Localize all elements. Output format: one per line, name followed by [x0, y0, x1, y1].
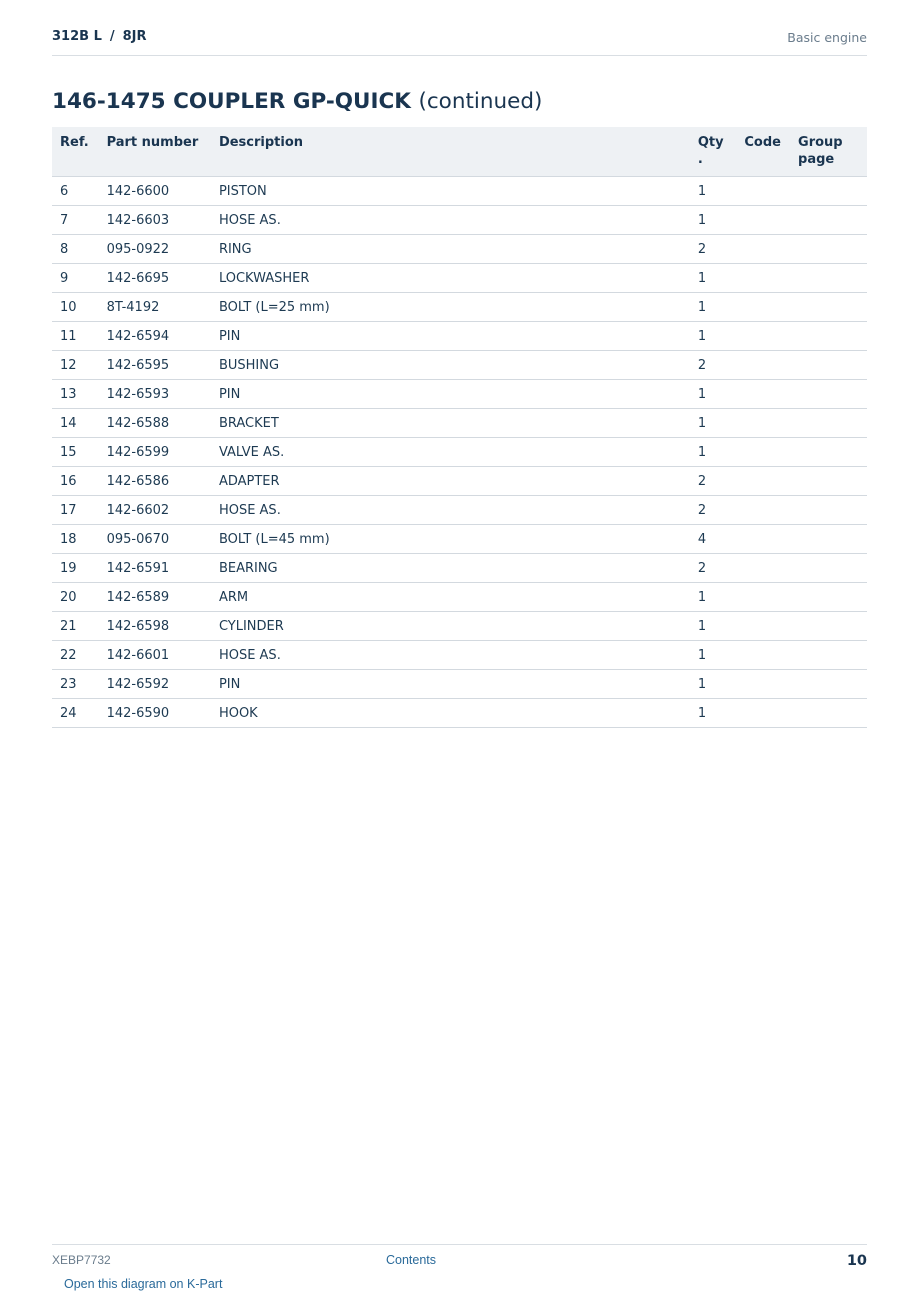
- group-page-cell: [790, 206, 867, 235]
- ref-cell: 15: [52, 438, 99, 467]
- page-title: [52, 89, 542, 114]
- table-row: [52, 206, 867, 235]
- code-cell: [736, 612, 790, 641]
- code-cell: [736, 322, 790, 351]
- code-cell: [736, 583, 790, 612]
- code-cell: [736, 467, 790, 496]
- part-number-cell: 095-0922: [99, 235, 211, 264]
- ref-cell: 14: [52, 409, 99, 438]
- group-page-cell: [790, 525, 867, 554]
- code-cell: [736, 264, 790, 293]
- table-row: [52, 293, 867, 322]
- code-cell: [736, 177, 790, 206]
- qty-cell: 1: [690, 699, 737, 728]
- table-row: [52, 699, 867, 728]
- part-number-cell: 142-6595: [99, 351, 211, 380]
- description-cell: HOSE AS.: [211, 641, 690, 670]
- table-row: [52, 525, 867, 554]
- serial-prefix: 8JR: [122, 29, 147, 44]
- code-cell: [736, 409, 790, 438]
- ref-cell: 9: [52, 264, 99, 293]
- ref-cell: 23: [52, 670, 99, 699]
- ref-cell: 21: [52, 612, 99, 641]
- qty-cell: 2: [690, 235, 737, 264]
- description-cell: BRACKET: [211, 409, 690, 438]
- description-cell: BOLT (L=45 mm): [211, 525, 690, 554]
- col-code: Code: [736, 127, 790, 177]
- code-cell: [736, 351, 790, 380]
- ref-cell: 24: [52, 699, 99, 728]
- code-cell: [736, 525, 790, 554]
- qty-cell: 1: [690, 264, 737, 293]
- part-number-cell: 095-0670: [99, 525, 211, 554]
- table-row: [52, 235, 867, 264]
- table-row: [52, 467, 867, 496]
- group-page-cell: [790, 409, 867, 438]
- group-page-cell: [790, 612, 867, 641]
- table-row: [52, 641, 867, 670]
- code-cell: [736, 235, 790, 264]
- description-cell: BOLT (L=25 mm): [211, 293, 690, 322]
- qty-cell: 1: [690, 409, 737, 438]
- header-row: [52, 127, 867, 177]
- part-number-cell: 142-6591: [99, 554, 211, 583]
- part-number-cell: 142-6601: [99, 641, 211, 670]
- table-row: [52, 380, 867, 409]
- code-cell: [736, 380, 790, 409]
- qty-cell: 2: [690, 496, 737, 525]
- group-page-cell: [790, 641, 867, 670]
- qty-cell: 1: [690, 612, 737, 641]
- part-number-cell: 142-6600: [99, 177, 211, 206]
- qty-cell: 1: [690, 380, 737, 409]
- page-footer: [52, 1244, 867, 1275]
- table-row: [52, 177, 867, 206]
- qty-cell: 2: [690, 554, 737, 583]
- ref-cell: 19: [52, 554, 99, 583]
- description-cell: LOCKWASHER: [211, 264, 690, 293]
- col-group-page: Group page: [790, 127, 867, 177]
- table-row: [52, 264, 867, 293]
- description-cell: PIN: [211, 380, 690, 409]
- group-page-cell: [790, 496, 867, 525]
- model-separator: /: [109, 29, 115, 44]
- col-qty: [690, 127, 737, 177]
- table-row: [52, 554, 867, 583]
- group-page-cell: [790, 467, 867, 496]
- description-cell: ARM: [211, 583, 690, 612]
- part-number-cell: 142-6598: [99, 612, 211, 641]
- qty-cell: 1: [690, 293, 737, 322]
- qty-cell: 2: [690, 351, 737, 380]
- description-cell: ADAPTER: [211, 467, 690, 496]
- group-page-cell: [790, 264, 867, 293]
- description-cell: VALVE AS.: [211, 438, 690, 467]
- group-page-cell: [790, 293, 867, 322]
- col-part-number: Part number: [99, 127, 211, 177]
- table-row: [52, 409, 867, 438]
- description-cell: PISTON: [211, 177, 690, 206]
- group-page-cell: [790, 699, 867, 728]
- ref-cell: 6: [52, 177, 99, 206]
- part-number-cell: 142-6590: [99, 699, 211, 728]
- part-number-cell: 142-6599: [99, 438, 211, 467]
- part-number-cell: 142-6602: [99, 496, 211, 525]
- ref-cell: 11: [52, 322, 99, 351]
- qty-cell: 1: [690, 583, 737, 612]
- group-page-cell: [790, 380, 867, 409]
- model-name: 312B L: [52, 29, 102, 44]
- group-page-cell: [790, 438, 867, 467]
- ref-cell: 16: [52, 467, 99, 496]
- table-row: [52, 496, 867, 525]
- qty-cell: 1: [690, 206, 737, 235]
- qty-cell: 1: [690, 438, 737, 467]
- ref-cell: 20: [52, 583, 99, 612]
- qty-cell: 1: [690, 641, 737, 670]
- ref-cell: 7: [52, 206, 99, 235]
- table-row: [52, 322, 867, 351]
- group-page-cell: [790, 583, 867, 612]
- group-page-cell: [790, 322, 867, 351]
- col-qty-line2: .: [697, 152, 703, 167]
- code-cell: [736, 438, 790, 467]
- part-number-cell: 142-6586: [99, 467, 211, 496]
- parts-table: [52, 127, 867, 728]
- col-ref: Ref.: [52, 127, 99, 177]
- group-page-cell: [790, 554, 867, 583]
- group-page-cell: [790, 670, 867, 699]
- page-header: [52, 28, 867, 56]
- group-page-cell: [790, 235, 867, 264]
- ref-cell: 17: [52, 496, 99, 525]
- code-cell: [736, 641, 790, 670]
- title-main: 146-1475 COUPLER GP-QUICK: [52, 89, 411, 114]
- part-number-cell: 142-6592: [99, 670, 211, 699]
- contents-link[interactable]: Contents: [386, 1253, 437, 1267]
- table-row: [52, 583, 867, 612]
- part-number-cell: 8T-4192: [99, 293, 211, 322]
- table-row: [52, 612, 867, 641]
- code-cell: [736, 496, 790, 525]
- description-cell: HOOK: [211, 699, 690, 728]
- description-cell: HOSE AS.: [211, 206, 690, 235]
- description-cell: RING: [211, 235, 690, 264]
- description-cell: HOSE AS.: [211, 496, 690, 525]
- document-id: XEBP7732: [52, 1253, 111, 1267]
- part-number-cell: 142-6589: [99, 583, 211, 612]
- open-kpart-link[interactable]: Open this diagram on K-Part: [64, 1277, 223, 1291]
- table-row: [52, 351, 867, 380]
- section-name: Basic engine: [787, 30, 867, 45]
- qty-cell: 1: [690, 177, 737, 206]
- description-cell: PIN: [211, 670, 690, 699]
- description-cell: BEARING: [211, 554, 690, 583]
- qty-cell: 4: [690, 525, 737, 554]
- code-cell: [736, 699, 790, 728]
- page-number: 10: [846, 1253, 867, 1269]
- ref-cell: 18: [52, 525, 99, 554]
- code-cell: [736, 670, 790, 699]
- group-page-cell: [790, 351, 867, 380]
- qty-cell: 1: [690, 670, 737, 699]
- code-cell: [736, 554, 790, 583]
- part-number-cell: 142-6695: [99, 264, 211, 293]
- part-number-cell: 142-6594: [99, 322, 211, 351]
- code-cell: [736, 206, 790, 235]
- table-row: [52, 670, 867, 699]
- ref-cell: 12: [52, 351, 99, 380]
- description-cell: BUSHING: [211, 351, 690, 380]
- description-cell: CYLINDER: [211, 612, 690, 641]
- machine-model: [52, 29, 147, 44]
- parts-table-body: [52, 177, 867, 728]
- ref-cell: 22: [52, 641, 99, 670]
- part-number-cell: 142-6588: [99, 409, 211, 438]
- parts-table-header: [52, 127, 867, 177]
- col-description: Description: [211, 127, 690, 177]
- ref-cell: 13: [52, 380, 99, 409]
- group-page-cell: [790, 177, 867, 206]
- ref-cell: 8: [52, 235, 99, 264]
- code-cell: [736, 293, 790, 322]
- table-row: [52, 438, 867, 467]
- part-number-cell: 142-6603: [99, 206, 211, 235]
- ref-cell: 10: [52, 293, 99, 322]
- col-qty-line1: Qty: [697, 135, 724, 150]
- part-number-cell: 142-6593: [99, 380, 211, 409]
- qty-cell: 2: [690, 467, 737, 496]
- title-suffix: (continued): [418, 89, 543, 114]
- description-cell: PIN: [211, 322, 690, 351]
- qty-cell: 1: [690, 322, 737, 351]
